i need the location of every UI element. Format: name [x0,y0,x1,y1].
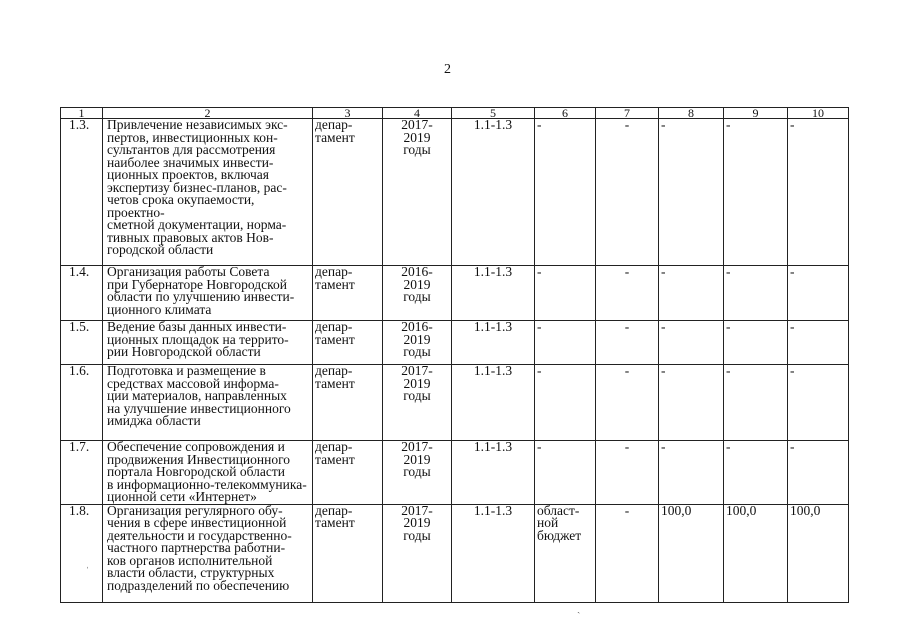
row-number: 1.8. [69,502,90,518]
funding-source: - [537,439,542,454]
amount-2018-cell [659,119,724,266]
amount-2020: - [790,319,795,334]
period-cell [383,441,452,505]
amount-2018-cell [659,321,724,365]
table-row [61,365,849,441]
amount-2017: - [624,439,630,454]
activity-name: Привлечение независимых экс- пертов, инвестиционных кон- сультантов для рассмотрения наиболее значимых инвести- ционных проектов, включая экспертизу бизнес-планов, рас- четов срока окупаемости, проектно- сметной документации, норма- тивных правовых актов Нов- городской области [107,117,288,257]
amount-2020-cell [788,441,849,505]
table-row [61,441,849,505]
row-number: 1.4. [69,264,90,279]
column-header: 10 [788,108,849,119]
funding-source-cell [535,266,596,321]
activity-name: Подготовка и размещение в средствах массовой информа- ции материалов, направленных на улучшение инвестиционного имиджа области [107,363,291,428]
amount-2019: - [726,117,731,132]
scan-mark: ˈ [86,566,90,577]
page-number: 2 [444,62,451,77]
amount-2019: - [726,363,731,378]
amount-2017-cell [596,504,659,602]
amount-2019-cell [724,266,788,321]
amount-2019: 100,0 [726,502,757,518]
amount-2017: - [624,319,630,334]
amount-2018-cell [659,365,724,441]
row-number: 1.5. [69,319,90,334]
amount-2020-cell [788,119,849,266]
row-number-cell [61,441,103,505]
amount-2018-cell [659,504,724,602]
amount-2018: - [661,264,666,279]
amount-2017: - [624,502,630,518]
amount-2017-cell [596,119,659,266]
activity-name-cell [103,441,313,505]
funding-source-cell [535,119,596,266]
executor: депар- тамент [315,264,355,292]
row-number-cell [61,365,103,441]
activity-name-cell [103,321,313,365]
amount-2018: - [661,363,666,378]
amount-2019: - [726,319,731,334]
target-indicator-cell [452,119,535,266]
funding-source: - [537,117,542,132]
table-row [61,321,849,365]
activity-name-cell [103,365,313,441]
amount-2017-cell [596,321,659,365]
scan-mark: ˏ [577,603,581,614]
executor-cell [313,119,383,266]
column-header: 1 [61,108,103,119]
column-header: 7 [596,108,659,119]
funding-source-cell [535,504,596,602]
row-number-cell [61,119,103,266]
target-indicator: 1.1-1.3 [473,117,513,132]
amount-2019: - [726,439,731,454]
period: 2016- 2019 годы [401,319,433,359]
amount-2020-cell [788,504,849,602]
amount-2019-cell [724,119,788,266]
target-indicator-cell [452,504,535,602]
amount-2017: - [624,363,630,378]
amount-2017-cell [596,365,659,441]
period-cell [383,266,452,321]
activity-name-cell [103,266,313,321]
amount-2019-cell [724,321,788,365]
target-indicator: 1.1-1.3 [473,363,513,378]
period: 2016- 2019 годы [401,264,433,304]
row-number: 1.3. [69,117,90,132]
amount-2020: 100,0 [790,502,821,518]
executor-cell [313,321,383,365]
period-cell [383,365,452,441]
activity-name-cell [103,119,313,266]
executor: депар- тамент [315,502,355,530]
executor: депар- тамент [315,319,355,347]
amount-2018: 100,0 [661,502,692,518]
table-row [61,119,849,266]
target-indicator-cell [452,266,535,321]
column-header: 3 [313,108,383,119]
column-header: 2 [103,108,313,119]
period-cell [383,504,452,602]
amount-2017-cell [596,266,659,321]
period: 2017- 2019 годы [401,117,433,157]
amount-2020-cell [788,365,849,441]
activity-name: Ведение базы данных инвести- ционных площадок на террито- рии Новгородской области [107,319,289,359]
funding-source: - [537,363,542,378]
target-indicator-cell [452,321,535,365]
target-indicator: 1.1-1.3 [473,319,513,334]
table-row [61,266,849,321]
row-number-cell [61,321,103,365]
executor: депар- тамент [315,439,355,467]
column-header: 6 [535,108,596,119]
activity-name-cell [103,504,313,602]
amount-2020-cell [788,321,849,365]
row-number: 1.6. [69,363,90,378]
amount-2018: - [661,117,666,132]
amount-2019-cell [724,504,788,602]
target-indicator-cell [452,365,535,441]
column-header: 9 [724,108,788,119]
amount-2019-cell [724,365,788,441]
program-table [60,107,849,603]
amount-2020: - [790,363,795,378]
executor-cell [313,441,383,505]
funding-source-cell [535,321,596,365]
funding-source-cell [535,365,596,441]
amount-2019: - [726,264,731,279]
period: 2017- 2019 годы [401,502,433,543]
row-number-cell [61,266,103,321]
row-number: 1.7. [69,439,90,454]
amount-2018: - [661,439,666,454]
period-cell [383,119,452,266]
period: 2017- 2019 годы [401,439,433,479]
activity-name: Обеспечение сопровождения и продвижения Инвестиционного портала Новгородской области в информационно-телекоммуника- ционной сети «Интернет» [107,439,307,504]
activity-name: Организация работы Совета при Губернаторе Новгородской области по улучшению инвести- ционного климата [107,264,295,317]
amount-2017: - [624,264,630,279]
amount-2017-cell [596,441,659,505]
funding-source-cell [535,441,596,505]
column-header: 5 [452,108,535,119]
amount-2018: - [661,319,666,334]
table-row [61,504,849,602]
target-indicator-cell [452,441,535,505]
executor-cell [313,266,383,321]
row-number-cell [61,504,103,602]
amount-2018-cell [659,266,724,321]
column-header: 8 [659,108,724,119]
activity-name: Организация регулярного обу- чения в сфере инвестиционной деятельности и государственно- частного партнерства работни- ков органов исполнительной власти области, структурных подразделений по обеспечению [107,502,292,593]
column-header: 4 [383,108,452,119]
executor-cell [313,504,383,602]
period: 2017- 2019 годы [401,363,433,403]
amount-2020: - [790,117,795,132]
amount-2020: - [790,439,795,454]
target-indicator: 1.1-1.3 [473,502,513,518]
funding-source: - [537,319,542,334]
amount-2020-cell [788,266,849,321]
executor: депар- тамент [315,117,355,145]
amount-2020: - [790,264,795,279]
executor-cell [313,365,383,441]
funding-source: - [537,264,542,279]
amount-2017: - [624,117,630,132]
amount-2018-cell [659,441,724,505]
target-indicator: 1.1-1.3 [473,439,513,454]
period-cell [383,321,452,365]
executor: депар- тамент [315,363,355,391]
amount-2019-cell [724,441,788,505]
funding-source: област- ной бюджет [537,502,582,543]
target-indicator: 1.1-1.3 [473,264,513,279]
